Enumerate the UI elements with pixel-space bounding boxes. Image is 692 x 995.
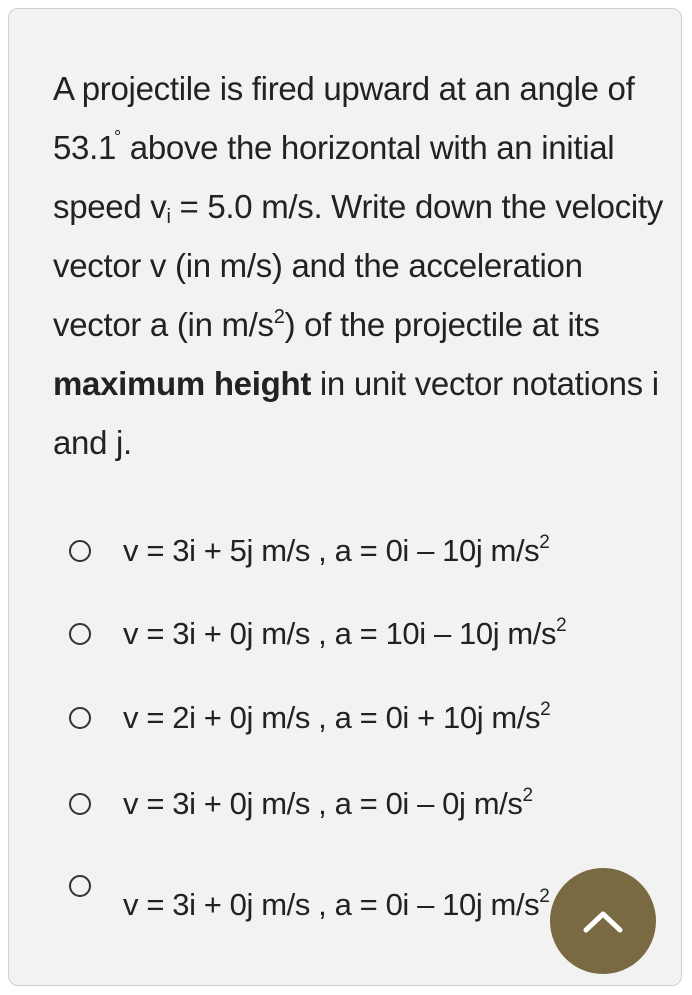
radio-button[interactable] xyxy=(69,707,91,729)
scroll-to-top-button[interactable] xyxy=(550,868,656,974)
unit-superscript: 2 xyxy=(273,306,285,328)
question-part-5: in unit vector notations i and j. xyxy=(53,365,659,461)
option-label xyxy=(123,786,533,822)
question-text xyxy=(53,59,663,472)
question-part-4: ) of the projectile at its xyxy=(284,306,600,343)
question-part-3: = 5.0 m/s. Write down the velocity vector v (in m/s) and the acceleration vector a (in m/s xyxy=(53,188,663,343)
option-text: v = 3i + 0j m/s , a = 10i – 10j m/s xyxy=(123,616,557,651)
option-label xyxy=(123,533,549,569)
radio-button[interactable] xyxy=(69,623,91,645)
option-label xyxy=(123,887,549,923)
answer-option-1[interactable] xyxy=(69,526,629,576)
question-card xyxy=(8,8,682,986)
option-text: v = 3i + 0j m/s , a = 0i – 10j m/s xyxy=(123,887,540,922)
option-superscript: 2 xyxy=(539,532,550,553)
radio-button[interactable] xyxy=(69,540,91,562)
option-superscript: 2 xyxy=(539,886,550,907)
option-label xyxy=(123,616,566,652)
radio-button[interactable] xyxy=(69,875,91,897)
chevron-up-icon xyxy=(581,907,625,935)
radio-button[interactable] xyxy=(69,793,91,815)
option-text: v = 3i + 5j m/s , a = 0i – 10j m/s xyxy=(123,533,540,568)
answer-option-2[interactable] xyxy=(69,609,629,659)
speed-subscript: i xyxy=(166,206,171,228)
answer-option-3[interactable] xyxy=(69,693,629,743)
option-superscript: 2 xyxy=(540,699,551,720)
answer-option-4[interactable] xyxy=(69,779,629,829)
option-text: v = 2i + 0j m/s , a = 0i + 10j m/s xyxy=(123,700,541,735)
question-part-2: above the horizontal with an initial speed v xyxy=(53,129,615,225)
answer-option-5[interactable] xyxy=(69,869,629,939)
option-label xyxy=(123,700,550,736)
question-emphasis: maximum height xyxy=(53,365,312,402)
option-text: v = 3i + 0j m/s , a = 0i – 0j m/s xyxy=(123,786,523,821)
option-superscript: 2 xyxy=(522,785,533,806)
question-part-1: A projectile is fired upward at an angle of 53.1 xyxy=(53,70,635,166)
degree-symbol: ° xyxy=(114,127,121,147)
option-superscript: 2 xyxy=(556,615,567,636)
